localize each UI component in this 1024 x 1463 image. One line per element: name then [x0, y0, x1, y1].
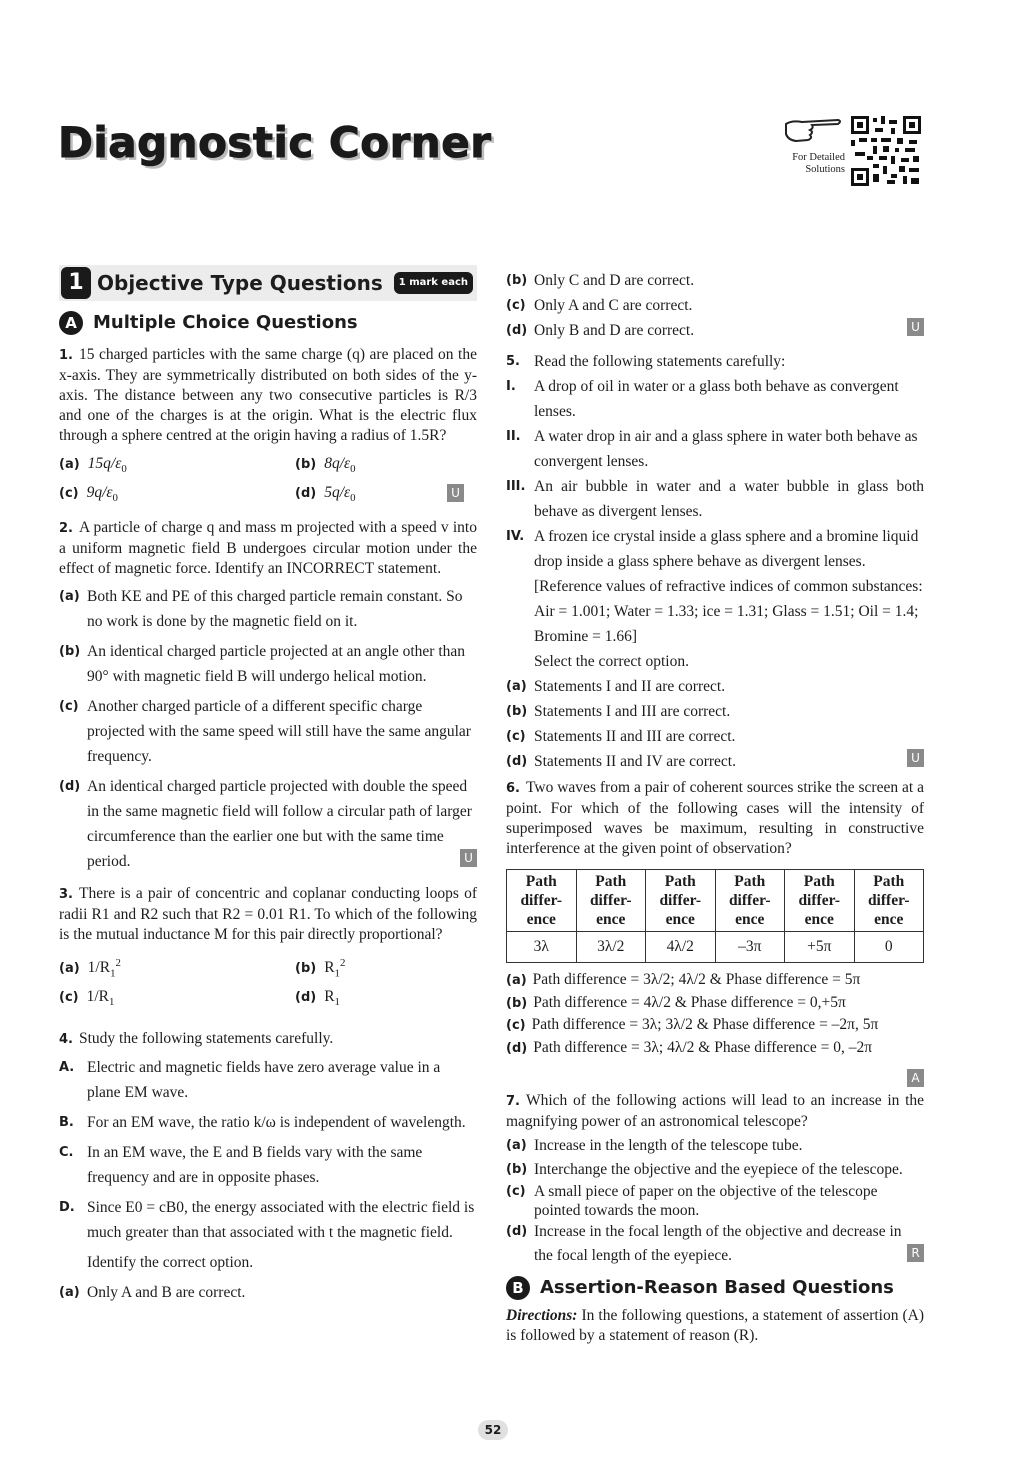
question-7 [506, 1091, 924, 1132]
section-title: Objective Type Questions [97, 271, 383, 295]
statement-iii: III. An air bubble in water and a water bubble in glass both behave as divergent lenses. [506, 478, 924, 520]
table-header-cell: Path differ-ence [507, 870, 577, 932]
option-c: (c) Only A and C are correct. [506, 297, 693, 314]
page-number: 52 [478, 1420, 508, 1440]
option-a: (a) Only A and B are correct. [59, 1283, 246, 1301]
option-d: (d) $R_1$ [295, 988, 340, 1009]
question-number: 7. [506, 1093, 520, 1109]
subsection-header-b [506, 1276, 924, 1300]
option-a: (a) $15q/\varepsilon_0$ [59, 455, 127, 476]
question-text: Which of the following actions will lead to an increase in the magnifying power of an astronomical telescope? [506, 1091, 924, 1130]
option-b: (b) Only C and D are correct. [506, 272, 695, 289]
right-column [506, 268, 924, 1346]
option-b: (b) $R_1^2$ [295, 957, 346, 980]
option-a: (a) $1/R_1^2$ [59, 957, 121, 980]
option-c: (c) $9q/\varepsilon_0$ [59, 484, 118, 505]
statement-b: B. For an EM wave, the ratio k/ω is independent of wavelength. [59, 1113, 466, 1131]
option-d: (d) Statements II and IV are correct. U [506, 749, 924, 774]
directions-text: Directions: In the following questions, a statement of assertion (A) is followed by a statement of reason (R). [506, 1306, 925, 1344]
question-text: Two waves from a pair of coherent sources strike the screen at a point. For which of the following cases will the intensity of superimposed waves be maximum, resulting in constructive interference at the given point of observation? [506, 779, 924, 857]
table-header-cell: Path differ-ence [646, 870, 716, 932]
option-c: (c) Path difference = 3λ; 3λ/2 & Phase difference = –2π, 5π [506, 1016, 879, 1033]
pointing-hand-icon [782, 112, 844, 148]
question-number: 6. [506, 781, 520, 796]
option-a: (a) Both KE and PE of this charged particle remain constant. So no work is done by the magnetic field on it. [59, 588, 463, 631]
question-text: 15 charged particles with the same charge (q) are placed on the x-axis. They are symmetrically distributed on both sides of the y-axis. The distance between any two consecutive particles is R/3 and one of the charges is at the origin. What is the electric flux through a sphere centred at the origin having a radius of 1.5R? [59, 346, 477, 444]
question-text: There is a pair of concentric and coplanar conducting loops of radii R1 and R2 such that R2 = 0.01 R1. To which of the following is the mutual inductance M for this pair directly proportional? [59, 885, 477, 944]
difficulty-tag: U [447, 484, 464, 502]
instruction: Select the correct option. [534, 653, 689, 670]
option-b: (b) Path difference = 4λ/2 & Phase difference = 0,+5π [506, 993, 846, 1011]
subsection-title: Multiple Choice Questions [93, 312, 358, 333]
statement-d: D. Since E0 = cB0, the energy associated with the electric field is much greater than that associated with t the magnetic field. [59, 1198, 475, 1241]
question-6 [506, 778, 924, 859]
table-header-row [507, 870, 924, 932]
question-4 [59, 1029, 477, 1050]
option-b: (b) Interchange the objective and the eyepiece of the telescope. [506, 1160, 903, 1178]
subsection-title: Assertion-Reason Based Questions [540, 1276, 894, 1298]
question-number: 1. [59, 348, 73, 363]
question-5: 5. Read the following statements carefully: [506, 353, 786, 370]
section-number: 1 [61, 267, 91, 299]
statement-a: A. Electric and magnetic fields have zero average value in a plane EM wave. [59, 1058, 441, 1101]
option-d: (d) An identical charged particle projected with double the speed in the same magnetic field will follow a circular path of larger circumference than the earlier one but with the same time period. U [59, 774, 477, 874]
question-text: A particle of charge q and mass m projected with a speed v into a uniform magnetic field B undergoes circular motion under the effect of magnetic force. Identify an INCORRECT statement. [59, 519, 477, 578]
question-number: 2. [59, 521, 73, 537]
option-b: (b) An identical charged particle projected at an angle other than 90° with magnetic field B will undergo helical motion. [59, 643, 466, 686]
table-header-cell: Path differ-ence [785, 870, 855, 932]
table-header-cell: Path differ-ence [576, 870, 646, 932]
option-c: (c) A small piece of paper on the objective of the telescope pointed towards the moon. [506, 1182, 878, 1219]
question-1 [59, 345, 477, 446]
option-d: (d) $5q/\varepsilon_0$ [295, 484, 356, 505]
table-row [507, 932, 924, 963]
option-a: (a) Increase in the length of the telescope tube. [506, 1136, 803, 1154]
qr-label [765, 152, 845, 176]
subsection-header-a [59, 311, 477, 335]
difficulty-tag: U [907, 749, 924, 767]
option-c: (c) $1/R_1$ [59, 988, 115, 1009]
section-header [59, 265, 477, 301]
table-cell: +5π [785, 932, 855, 963]
directions-label: Directions: [506, 1306, 578, 1324]
table-cell: 0 [854, 932, 924, 963]
statement-c: C. In an EM wave, the E and B fields vary with the same frequency and are in opposite phases. [59, 1143, 423, 1186]
question-number: 4. [59, 1031, 73, 1047]
qr-code-icon[interactable] [851, 116, 921, 186]
question-number: 3. [59, 887, 73, 903]
options-grid [59, 454, 477, 508]
difficulty-tag: U [460, 849, 477, 867]
instruction: Identify the correct option. [87, 1253, 254, 1271]
table-cell: –3π [715, 932, 785, 963]
table-header-cell: Path differ-ence [854, 870, 924, 932]
options-grid [59, 953, 477, 1012]
table-cell: 4λ/2 [646, 932, 716, 963]
left-column [59, 265, 477, 1305]
table-header-cell: Path differ-ence [715, 870, 785, 932]
table-cell: 3λ [507, 932, 577, 963]
difficulty-tag: A [907, 1069, 924, 1087]
option-a: (a) Path difference = 3λ/2; 4λ/2 & Phase difference = 5π [506, 971, 861, 988]
option-b: (b) Statements I and III are correct. [506, 703, 731, 720]
option-a: (a) Statements I and II are correct. [506, 678, 726, 695]
page-title: Diagnostic Corner [58, 118, 492, 167]
option-d: (d) Only B and D are correct. U [506, 318, 924, 343]
subsection-letter: B [506, 1276, 530, 1300]
difficulty-tag: R [907, 1244, 924, 1262]
statement-iv: IV. A frozen ice crystal inside a glass sphere and a bromine liquid drop inside a glass sphere behave as divergent lenses. [Reference values of refractive indices of common substances: Air = 1.001; Water = 1.33; ice = 1.31; Glass = 1.51; Oil = 1.4; Bromine = 1.66] [506, 528, 923, 645]
table-cell: 3λ/2 [576, 932, 646, 963]
marks-badge: 1 mark each [394, 272, 473, 294]
option-d: (d) Increase in the focal length of the objective and decrease in the focal length of the eyepiece. R [506, 1220, 924, 1268]
subsection-letter: A [59, 311, 83, 335]
difficulty-tag: U [907, 318, 924, 336]
question-2 [59, 518, 477, 579]
qr-label-line1: For Detailed [792, 152, 845, 163]
option-d: (d) Path difference = 3λ; 4λ/2 & Phase difference = 0, –2π [506, 1038, 873, 1056]
question-text: Study the following statements carefully. [78, 1029, 334, 1047]
option-c: (c) Statements II and III are correct. [506, 728, 736, 745]
statement-i: I. A drop of oil in water or a glass both behave as convergent lenses. [506, 378, 899, 420]
qr-label-line2: Solutions [805, 164, 845, 175]
statement-ii: II. A water drop in air and a glass sphere in water both behave as convergent lenses. [506, 428, 918, 470]
question-3 [59, 884, 477, 945]
path-difference-table [506, 869, 924, 963]
option-c: (c) Another charged particle of a different specific charge projected with the same speed will still have the same angular frequency. [59, 698, 471, 766]
option-b: (b) $8q/\varepsilon_0$ [295, 455, 356, 476]
